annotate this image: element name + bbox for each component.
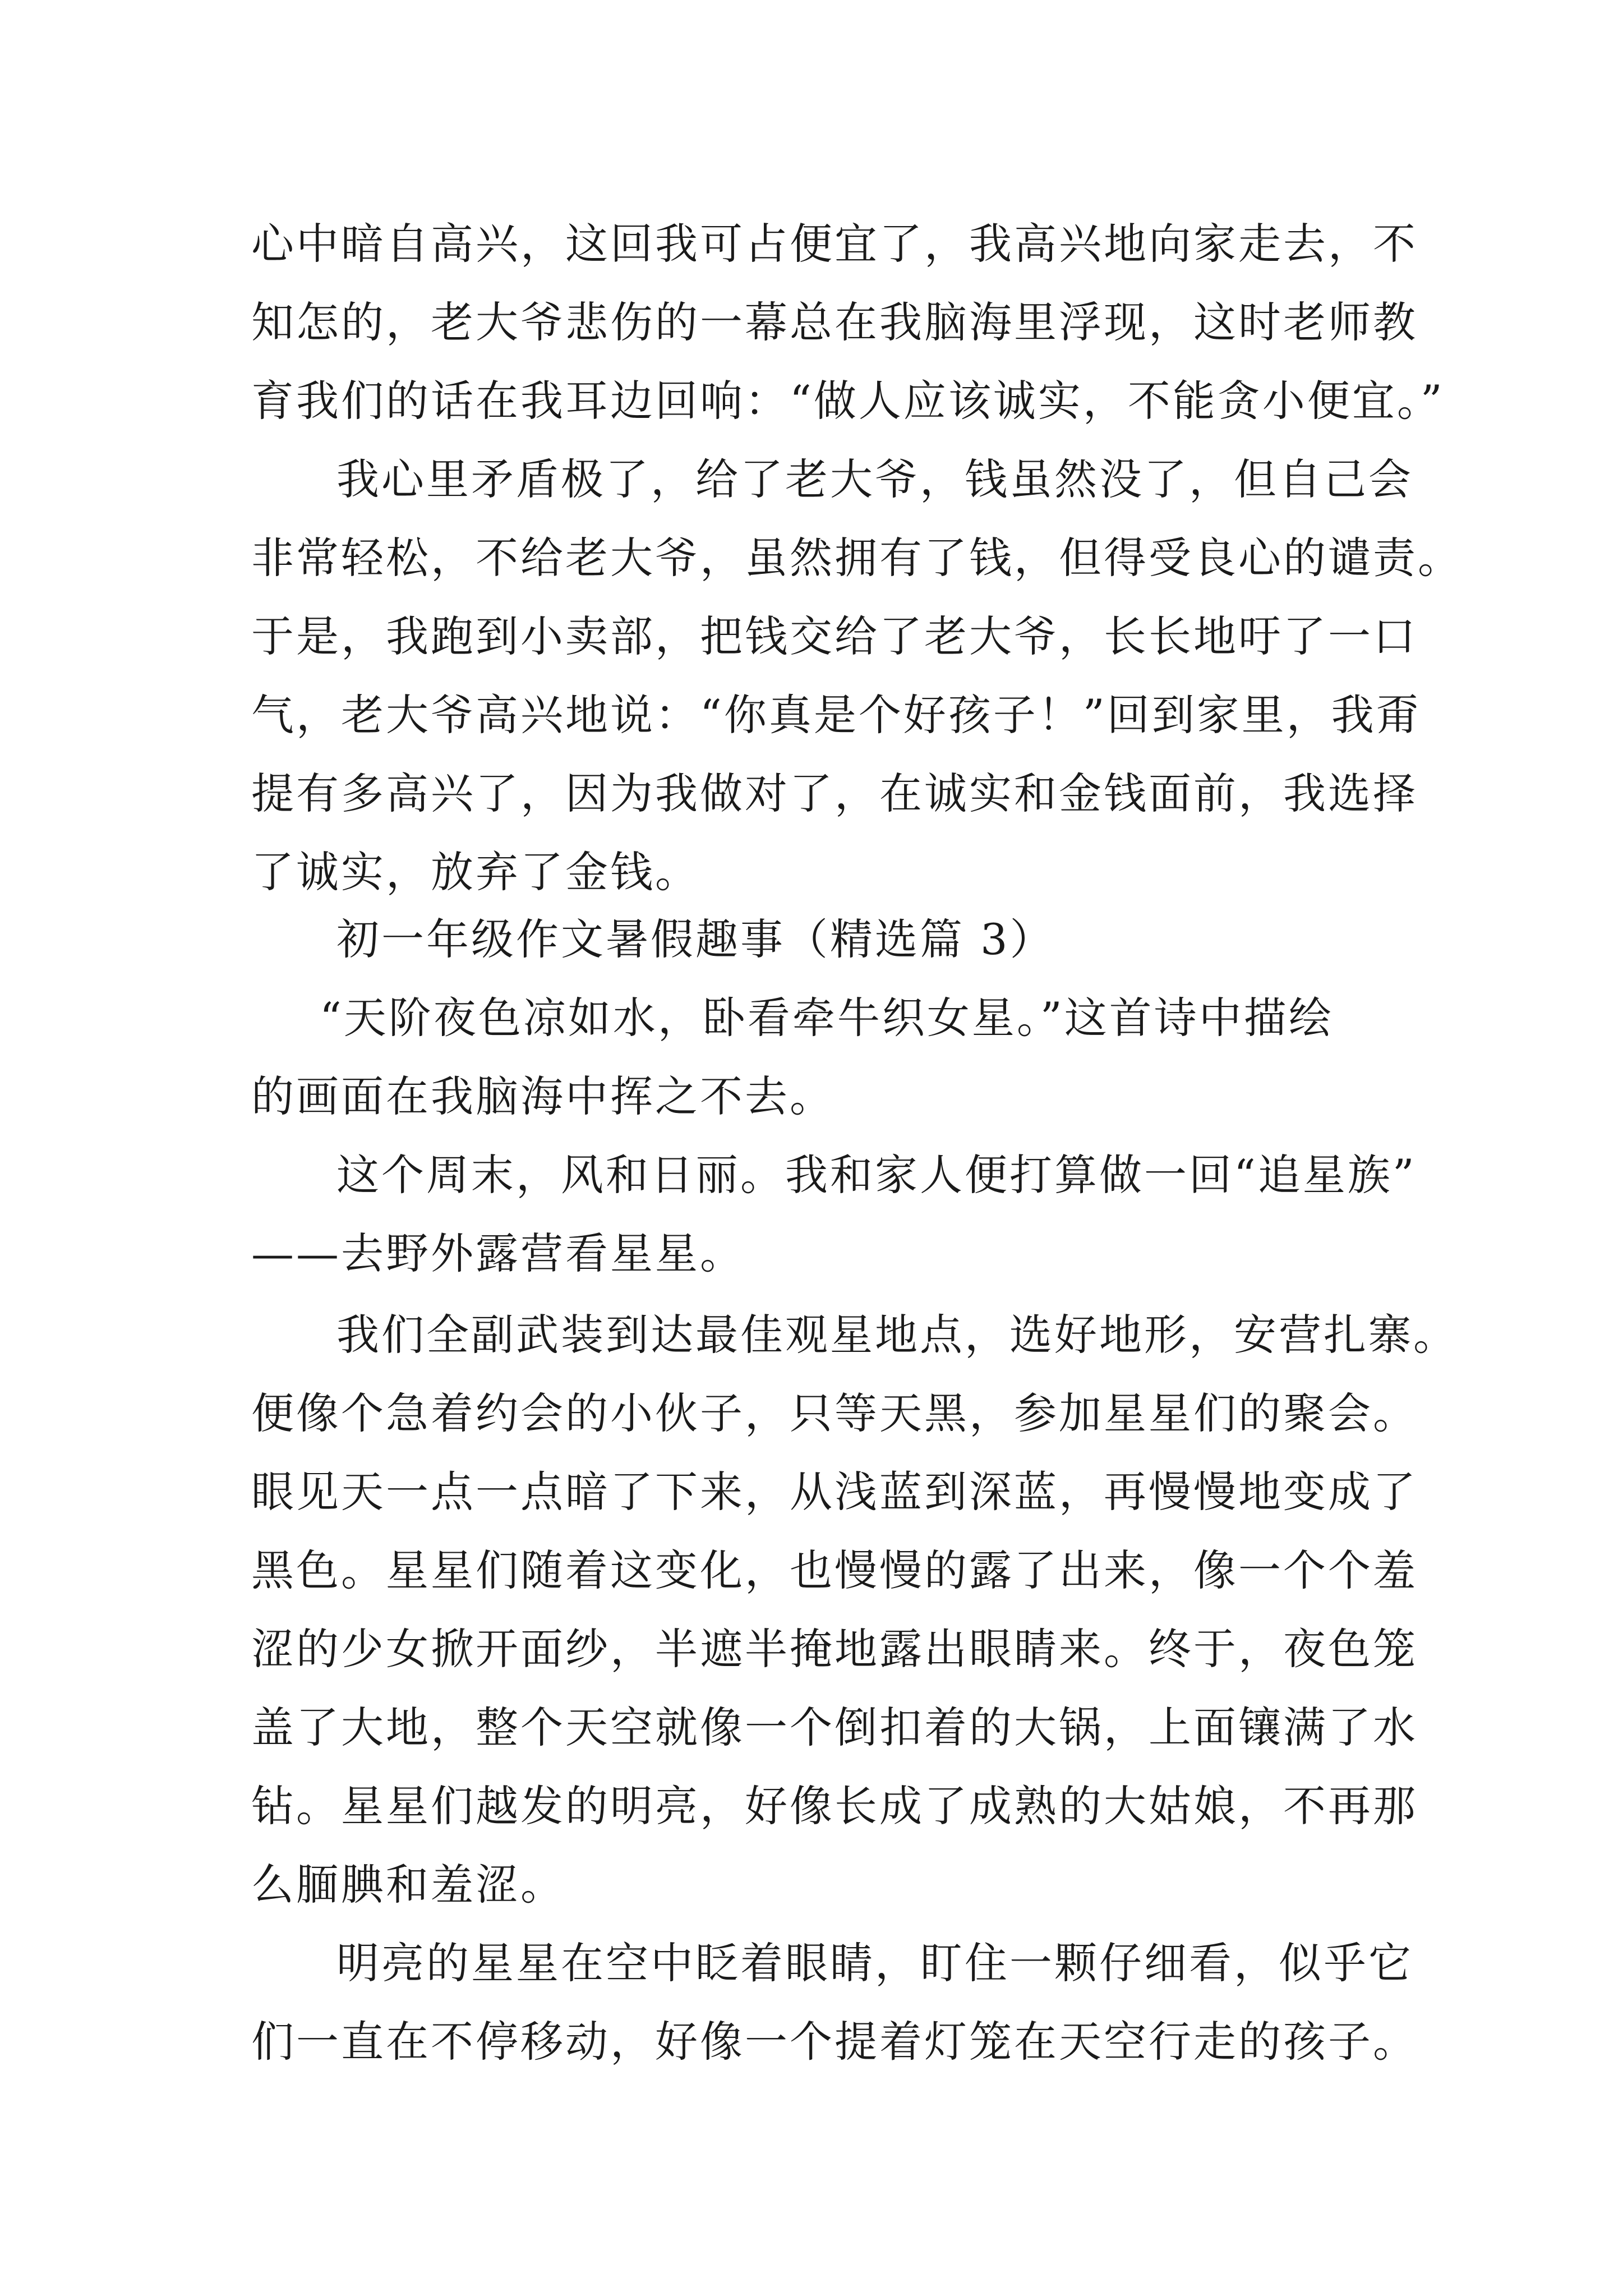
text-line: 涩的少女掀开面纱，半遮半掩地露出眼睛来。终于，夜色笼 [251, 1624, 1418, 1674]
text-line: 于是，我跑到小卖部，把钱交给了老大爷，长长地吁了一口 [251, 611, 1418, 661]
paragraph-first-line: 明亮的星星在空中眨着眼睛，盯住一颗仔细看，似乎它 [336, 1938, 1413, 1988]
paragraph-first-line: 我心里矛盾极了，给了老大爷，钱虽然没了，但自己会 [336, 454, 1413, 504]
paragraph-first-line: “天阶夜色凉如水，卧看牵牛织女星。”这首诗中描绘 [320, 993, 1334, 1043]
text-line: 钻。星星们越发的明亮，好像长成了成熟的大姑娘，不再那 [251, 1781, 1418, 1831]
text-line: 非常轻松，不给老大爷，虽然拥有了钱，但得受良心的谴责。 [251, 533, 1463, 583]
text-line: 知怎的，老大爷悲伤的一幕总在我脑海里浮现，这时老师教 [251, 297, 1418, 347]
text-line: 的画面在我脑海中挥之不去。 [251, 1071, 834, 1121]
text-line: 心中暗自高兴，这回我可占便宜了，我高兴地向家走去，不 [251, 219, 1418, 269]
text-line: 了诚实，放弃了金钱。 [251, 847, 700, 897]
text-line: 育我们的话在我耳边回响：“做人应该诚实，不能贪小便宜。” [251, 376, 1445, 426]
text-line: 么腼腆和羞涩。 [251, 1860, 565, 1910]
text-line: 盖了大地，整个天空就像一个倒扣着的大锅，上面镶满了水 [251, 1703, 1418, 1752]
text-line: 提有多高兴了，因为我做对了，在诚实和金钱面前，我选择 [251, 769, 1418, 818]
text-line: 便像个急着约会的小伙子，只等天黑，参加星星们的聚会。 [251, 1388, 1418, 1438]
text-line: 黑色。星星们随着这变化，也慢慢的露了出来，像一个个羞 [251, 1545, 1418, 1595]
text-line: 气，老大爷高兴地说：“你真是个好孩子！”回到家里，我甭 [251, 690, 1421, 740]
paragraph-first-line: 我们全副武装到达最佳观星地点，选好地形，安营扎寨。 [336, 1310, 1458, 1360]
text-line: ——去野外露营看星星。 [251, 1228, 745, 1278]
section-heading: 初一年级作文暑假趣事（精选篇 3） [336, 914, 1055, 964]
text-line: 们一直在不停移动，好像一个提着灯笼在天空行走的孩子。 [251, 2017, 1418, 2067]
paragraph-first-line: 这个周末，风和日丽。我和家人便打算做一回“追星族” [336, 1150, 1417, 1200]
text-line: 眼见天一点一点暗了下来，从浅蓝到深蓝，再慢慢地变成了 [251, 1467, 1418, 1517]
